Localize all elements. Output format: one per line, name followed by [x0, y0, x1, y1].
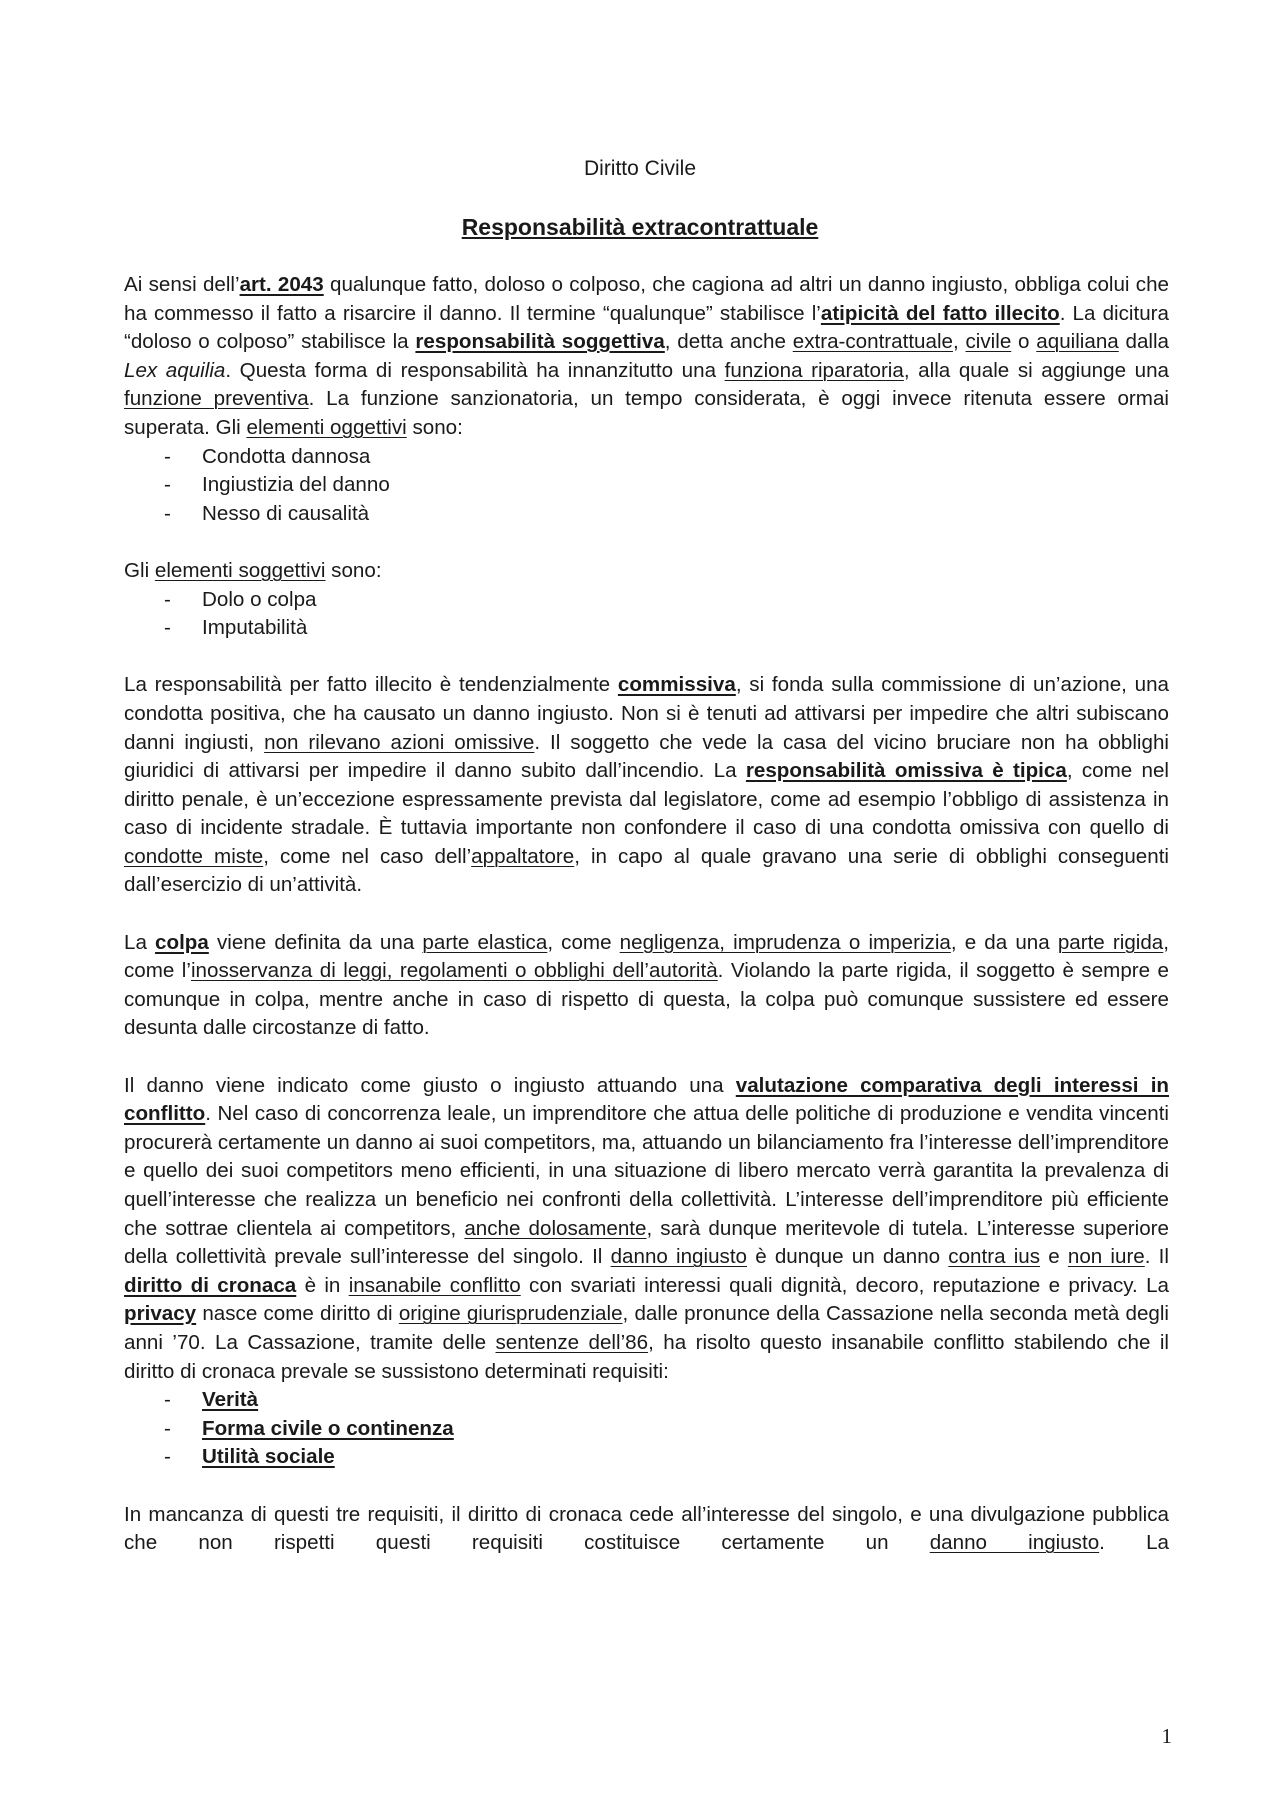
term-funzione-preventiva: funzione preventiva — [124, 387, 309, 411]
term-insanabile-conflitto: insanabile conflitto — [348, 1273, 521, 1297]
list-item: - Condotta dannosa — [124, 443, 1169, 472]
term-colpa: colpa — [155, 930, 209, 954]
paragraph-spacer — [124, 528, 1169, 557]
term-appaltatore: appaltatore — [471, 844, 575, 868]
text: Ai sensi dell’ — [124, 273, 240, 296]
text: e — [1040, 1245, 1068, 1269]
text: , in capo al quale gravano una serie di obblighi conseguenti dall’esercizio di un’attività. — [124, 844, 1169, 897]
list-elementi-soggettivi — [124, 586, 1169, 643]
text: , detta anche — [664, 330, 793, 354]
term-condotte-miste: condotte miste — [124, 844, 264, 868]
text: dalla — [1118, 330, 1170, 354]
text: . La funzione sanzionatoria, un tempo considerata, è oggi invece ritenuta essere ormai superata. Gli — [124, 387, 1169, 439]
term-atipicita: atipicità del fatto illecito — [820, 301, 1060, 325]
text: è in — [296, 1273, 349, 1297]
text: In mancanza di questi tre requisiti, il diritto di cronaca cede all’interesse del singolo, e una divulgazione pubblica che non rispetti questi requisiti costituisce certamente un — [124, 1502, 1169, 1555]
list-item: - Imputabilità — [124, 614, 1169, 643]
paragraph-responsabilita-commissiva — [124, 671, 1169, 900]
term-civile: civile — [965, 330, 1012, 354]
paragraph-spacer — [124, 900, 1169, 929]
text: , ha risolto questo insanabile conflitto stabilendo che il diritto di cronaca prevale se sussistono determinati requisiti: — [124, 1330, 1170, 1383]
term-aquiliana: aquiliana — [1036, 330, 1119, 354]
subject-heading: Diritto Civile — [583, 157, 696, 180]
text: . Il soggetto che vede la casa del vicino bruciare non ha obblighi giuridici di attivarsi per impedire il danno subito dall’incendio. La — [124, 730, 1169, 783]
text: Gli — [124, 558, 155, 582]
list-item: - Nesso di causalità — [124, 500, 1169, 529]
paragraph-colpa — [124, 929, 1169, 1043]
text: , — [953, 330, 966, 354]
text: . Il — [1144, 1245, 1169, 1269]
term-non-rilevano: non rilevano azioni omissive — [264, 730, 535, 754]
text: , come nel diritto penale, è un’eccezione espressamente prevista dal legislatore, come ad esempio l’obbligo di assistenza in caso di incidente stradale. È tuttavia importante non confondere il caso di una condotta omissiva con quello di — [124, 759, 1169, 840]
text: , dalle pronunce della Cassazione nella seconda metà degli anni ’70. La Cassazione, tramite delle — [124, 1302, 1169, 1354]
text: La — [124, 930, 156, 954]
term-valutazione-comparativa: valutazione comparativa degli interessi in conflitto — [124, 1073, 1169, 1126]
text: , si fonda sulla commissione di un’azione, una condotta positiva, che ha causato un danno ingiusto. Non si è tenuti ad attivarsi per impedire che altri subiscano danni ingiusti, — [124, 673, 1169, 754]
term-responsabilita-soggettiva: responsabilità soggettiva — [415, 330, 665, 354]
text: qualunque fatto, doloso o colposo, che cagiona ad altri un danno ingiusto, obbliga colui che ha commesso il fatto a risarcire il danno. Il termine “qualunque” stabilisce l’ — [124, 273, 1169, 325]
list-item — [124, 1443, 1169, 1472]
text: sono: — [325, 558, 382, 582]
term-danno-ingiusto: danno ingiusto — [929, 1531, 1100, 1555]
text: . La — [1099, 1531, 1169, 1555]
term-privacy: privacy — [124, 1302, 197, 1326]
requisito-verita: Verità — [202, 1388, 259, 1412]
text: , come — [547, 930, 620, 954]
text: . La dicitura “doloso o colposo” stabilisce la — [124, 301, 1169, 354]
list-item — [124, 1386, 1169, 1415]
term-lex-aquilia: Lex aquilia — [124, 358, 226, 382]
term-parte-rigida: parte rigida — [1057, 930, 1164, 954]
list-requisiti — [124, 1386, 1169, 1472]
term-diritto-di-cronaca: diritto di cronaca — [124, 1273, 297, 1297]
term-extra-contrattuale: extra-contrattuale — [792, 330, 953, 354]
term-responsabilita-omissiva: responsabilità omissiva è tipica — [745, 759, 1067, 783]
text: Il danno viene indicato come giusto o ingiusto attuando una — [124, 1073, 736, 1097]
requisito-utilita-sociale: Utilità sociale — [202, 1445, 335, 1469]
text: , alla quale si aggiunge una — [903, 358, 1170, 382]
document-body — [124, 271, 1169, 1558]
term-funzione-riparatoria: funziona riparatoria — [724, 358, 904, 382]
text: , sarà dunque meritevole di tutela. L’interesse superiore della collettività prevale sull’interesse del singolo. Il — [124, 1216, 1169, 1269]
page-number: 1 — [1161, 1724, 1172, 1748]
term-parte-elastica: parte elastica — [422, 930, 548, 954]
text: , come l’ — [124, 930, 1169, 983]
list-item: - Dolo o colpa — [124, 586, 1169, 615]
text: La responsabilità per fatto illecito è tendenzialmente — [124, 673, 618, 697]
text: , come nel caso dell’ — [263, 844, 472, 868]
text: . Violando la parte rigida, il soggetto è sempre e comunque in colpa, mentre anche in caso di rispetto di questa, la colpa può comunque sussistere ed essere desunta dalle circostanze di fatto. — [124, 959, 1169, 1040]
term-anche-dolosamente: anche dolosamente — [464, 1216, 647, 1240]
text: . Nel caso di concorrenza leale, un imprenditore che attua delle politiche di produzione e vendita vincenti procurerà certamente un danno ai suoi competitors, ma, attuando un bilanciamento fra l’interesse dell’imprenditore e quello dei suoi competitors meno efficienti, in una situazione di libero mercato verrà garantita la prevalenza di quell’interesse che realizza un beneficio nei confronti della collettività. L’interesse dell’imprenditore più efficiente che sottrae clientela ai competitors, — [124, 1102, 1169, 1240]
text: nasce come diritto di — [196, 1302, 399, 1326]
requisito-continenza: Forma civile o continenza — [202, 1416, 454, 1440]
text: . Questa forma di responsabilità ha innanzitutto una — [225, 358, 725, 382]
text: è dunque un danno — [747, 1245, 949, 1269]
term-negligenza: negligenza, imprudenza o imperizia — [619, 930, 951, 954]
term-contra-ius: contra ius — [948, 1245, 1041, 1269]
text: viene definita da una — [208, 930, 423, 954]
list-elementi-oggettivi — [124, 443, 1169, 529]
paragraph-mancanza-requisiti — [124, 1501, 1169, 1558]
list-item: - Ingiustizia del danno — [124, 471, 1169, 500]
text: con svariati interessi quali dignità, decoro, reputazione e privacy. La — [520, 1273, 1169, 1297]
term-origine-giurisprudenziale: origine giurisprudenziale — [398, 1302, 623, 1326]
term-elementi-oggettivi: elementi oggettivi — [246, 415, 407, 439]
term-elementi-soggettivi: elementi soggettivi — [154, 558, 326, 582]
term-inosservanza: inosservanza di leggi, regolamenti o obblighi dell’autorità — [190, 959, 718, 983]
paragraph-spacer — [124, 1472, 1169, 1501]
text: sono: — [406, 415, 463, 439]
term-danno-ingiusto: danno ingiusto — [610, 1245, 748, 1269]
paragraph-danno-ingiusto — [124, 1072, 1169, 1387]
paragraph-spacer — [124, 1043, 1169, 1072]
text: o — [1011, 330, 1037, 354]
text: , e da una — [950, 930, 1058, 954]
document-title: Responsabilità extracontrattuale — [461, 214, 819, 240]
list-item — [124, 1415, 1169, 1444]
term-art-2043: art. 2043 — [239, 273, 324, 296]
paragraph-art-2043 — [124, 271, 1169, 443]
term-commissiva: commissiva — [617, 673, 736, 697]
paragraph-elementi-soggettivi — [124, 557, 1169, 586]
paragraph-spacer — [124, 643, 1169, 672]
term-sentenze: sentenze dell’86 — [495, 1330, 649, 1354]
term-non-iure: non iure — [1067, 1245, 1145, 1269]
